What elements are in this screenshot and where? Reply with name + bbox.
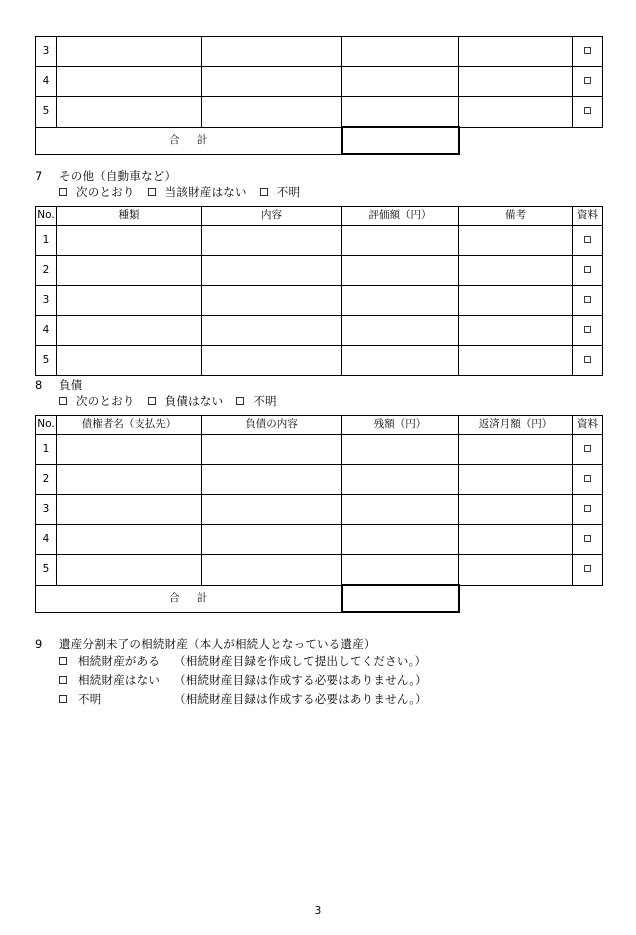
option-label-no-such-asset: 当該財産はない [164,185,247,199]
cell-document[interactable] [573,316,603,346]
cell-valuation[interactable] [342,346,459,376]
cell-monthly-repayment[interactable] [459,465,573,495]
column-header-content: 内容 [202,207,342,226]
cell-creditor[interactable] [57,495,202,525]
section-8-options [35,393,290,410]
table-row [36,495,603,525]
checkbox-unknown[interactable] [260,188,268,196]
section-8 [35,377,290,410]
cell-kind[interactable] [57,346,202,376]
column-header-monthly-repayment: 返済月額（円） [459,416,573,435]
table-row [36,346,603,376]
checkbox-unknown[interactable] [59,695,67,703]
checkbox-no-inheritance[interactable] [59,676,67,684]
column-header-no: No. [36,207,57,226]
cell-valuation[interactable] [342,256,459,286]
checkbox-empty-icon[interactable] [584,445,591,452]
section-8-number: 8 [35,378,43,392]
cell-document[interactable] [573,525,603,555]
section-7 [35,168,313,201]
checkbox-empty-icon[interactable] [584,266,591,273]
cell-kind[interactable] [57,286,202,316]
column-header-balance: 残額（円） [342,416,459,435]
cell-kind[interactable] [57,226,202,256]
checkbox-empty-icon[interactable] [584,107,591,114]
section-7-options [35,184,313,201]
cell-content[interactable] [202,37,342,67]
row-number: 4 [36,316,57,346]
option-text-unknown [78,690,427,709]
cell-document[interactable] [573,67,603,97]
section-8-title [35,377,290,393]
cell-balance[interactable] [342,465,459,495]
option-label-has-inheritance: 相続財産がある [78,654,161,668]
table-row [36,37,603,67]
cell-monthly-repayment[interactable] [459,525,573,555]
cell-kind[interactable] [57,67,202,97]
continued-assets-table-wrapper [35,36,603,155]
column-header-valuation: 評価額（円） [342,207,459,226]
table-row [36,316,603,346]
cell-document[interactable] [573,37,603,67]
table-row [36,97,603,128]
table-row [36,525,603,555]
table-row [36,226,603,256]
section-7-number: 7 [35,169,43,183]
table-row [36,555,603,586]
cell-document[interactable] [573,465,603,495]
table-row [36,67,603,97]
cell-document[interactable] [573,97,603,128]
cell-note[interactable] [459,67,573,97]
option-label-unknown: 不明 [253,394,277,408]
section-9 [35,636,427,709]
cell-amount[interactable] [342,97,459,128]
cell-kind[interactable] [57,37,202,67]
checkbox-empty-icon[interactable] [584,475,591,482]
table-row [36,435,603,465]
cell-creditor[interactable] [57,525,202,555]
cell-document[interactable] [573,555,603,586]
total-label: 合 計 [36,585,342,612]
checkbox-unknown[interactable] [236,397,244,405]
section-9-title [35,636,427,652]
cell-balance[interactable] [342,435,459,465]
section-7-title-text: その他（自動車など） [59,169,177,183]
cell-monthly-repayment[interactable] [459,435,573,465]
row-number: 4 [36,525,57,555]
section-8-table-wrapper [35,415,603,613]
cell-content[interactable] [202,67,342,97]
cell-content[interactable] [202,256,342,286]
cell-document[interactable] [573,495,603,525]
total-row [36,585,603,612]
table-header-row [36,416,603,435]
option-label-as-follows: 次のとおり [76,185,135,199]
row-number: 3 [36,37,57,67]
table-header-row [36,207,603,226]
checkbox-empty-icon[interactable] [584,565,591,572]
column-header-debt-content: 負債の内容 [202,416,342,435]
checkbox-empty-icon[interactable] [584,505,591,512]
cell-debt-content[interactable] [202,525,342,555]
option-label-as-follows: 次のとおり [76,394,135,408]
section-8-title-text: 負債 [59,378,83,392]
checkbox-empty-icon[interactable] [584,47,591,54]
cell-content[interactable] [202,97,342,128]
cell-note[interactable] [459,226,573,256]
total-spacer [459,127,573,154]
option-label-no-inheritance: 相続財産はない [78,673,161,687]
row-number: 3 [36,286,57,316]
checkbox-empty-icon[interactable] [584,326,591,333]
cell-note[interactable] [459,346,573,376]
row-number: 4 [36,67,57,97]
cell-debt-content[interactable] [202,555,342,586]
column-header-note: 備考 [459,207,573,226]
row-number: 3 [36,495,57,525]
section-9-option-no-inheritance [35,671,427,690]
table-row [36,286,603,316]
cell-content[interactable] [202,226,342,256]
row-number: 5 [36,346,57,376]
option-text-no-inheritance [78,671,427,690]
checkbox-has-inheritance[interactable] [59,657,67,665]
cell-balance[interactable] [342,555,459,586]
total-spacer [459,585,573,612]
option-label-unknown: 不明 [276,185,301,199]
cell-monthly-repayment[interactable] [459,495,573,525]
checkbox-empty-icon[interactable] [584,236,591,243]
cell-content[interactable] [202,286,342,316]
option-note-has-inheritance: （相続財産目録を作成して提出してください。） [174,654,427,668]
checkbox-as-follows[interactable] [59,397,67,405]
cell-document[interactable] [573,256,603,286]
total-spacer [573,127,603,154]
checkbox-empty-icon[interactable] [584,356,591,363]
total-balance-box[interactable] [342,585,459,612]
cell-note[interactable] [459,37,573,67]
checkbox-as-follows[interactable] [59,188,67,196]
cell-valuation[interactable] [342,286,459,316]
cell-document[interactable] [573,286,603,316]
total-amount-box[interactable] [342,127,459,154]
page-number: 3 [314,905,322,917]
cell-amount[interactable] [342,37,459,67]
continued-assets-table [35,36,603,155]
cell-debt-content[interactable] [202,465,342,495]
section-9-option-has-inheritance [35,652,427,671]
column-header-no: No. [36,416,57,435]
checkbox-empty-icon[interactable] [584,535,591,542]
total-spacer [573,585,603,612]
cell-debt-content[interactable] [202,495,342,525]
cell-balance[interactable] [342,525,459,555]
other-assets-table [35,206,603,376]
row-number: 2 [36,465,57,495]
checkbox-empty-icon[interactable] [584,296,591,303]
cell-note[interactable] [459,316,573,346]
checkbox-empty-icon[interactable] [584,77,591,84]
cell-valuation[interactable] [342,226,459,256]
section-9-option-unknown [35,690,427,709]
row-number: 2 [36,256,57,286]
cell-document[interactable] [573,226,603,256]
cell-creditor[interactable] [57,555,202,586]
cell-document[interactable] [573,435,603,465]
cell-creditor[interactable] [57,465,202,495]
checkbox-no-debt[interactable] [148,397,156,405]
cell-note[interactable] [459,97,573,128]
row-number: 1 [36,435,57,465]
column-header-document: 資料 [573,207,603,226]
column-header-kind: 種類 [57,207,202,226]
column-header-document: 資料 [573,416,603,435]
total-label: 合 計 [36,127,342,154]
option-label-no-debt: 負債はない [164,394,224,408]
cell-amount[interactable] [342,67,459,97]
table-row [36,465,603,495]
section-7-table-wrapper [35,206,603,376]
cell-document[interactable] [573,346,603,376]
checkbox-no-such-asset[interactable] [148,188,156,196]
cell-creditor[interactable] [57,435,202,465]
cell-kind[interactable] [57,97,202,128]
cell-note[interactable] [459,286,573,316]
cell-kind[interactable] [57,256,202,286]
option-text-has-inheritance [78,652,426,671]
cell-valuation[interactable] [342,316,459,346]
section-7-title [35,168,313,184]
cell-content[interactable] [202,316,342,346]
option-note-no-inheritance: （相続財産目録は作成する必要はありません。） [174,673,427,687]
total-row [36,127,603,154]
row-number: 5 [36,555,57,586]
cell-balance[interactable] [342,495,459,525]
section-9-number: 9 [35,637,43,651]
row-number: 1 [36,226,57,256]
option-label-unknown: 不明 [78,692,102,706]
cell-note[interactable] [459,256,573,286]
cell-monthly-repayment[interactable] [459,555,573,586]
cell-kind[interactable] [57,316,202,346]
column-header-creditor: 債権者名（支払先） [57,416,202,435]
cell-content[interactable] [202,346,342,376]
debts-table [35,415,603,613]
section-9-title-text: 遺産分割未了の相続財産（本人が相続人となっている遺産） [59,637,376,651]
cell-debt-content[interactable] [202,435,342,465]
row-number: 5 [36,97,57,128]
option-note-unknown: （相続財産目録は作成する必要はありません。） [174,692,427,706]
table-row [36,256,603,286]
